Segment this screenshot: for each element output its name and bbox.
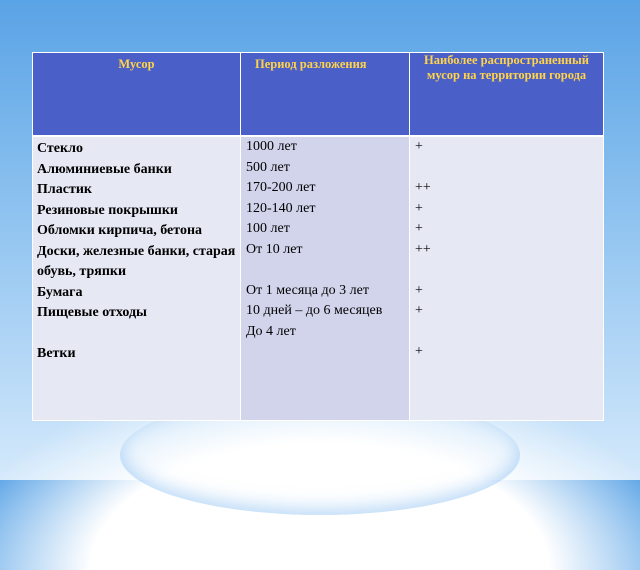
waste-table	[32, 52, 604, 421]
waste-column	[33, 136, 241, 421]
waste-item	[37, 324, 236, 345]
waste-item: Обломки кирпича, бетона	[37, 223, 203, 238]
header-period: Период разложения	[241, 53, 410, 137]
common-mark	[415, 158, 598, 179]
period-value: 10 дней – до 6 месяцев	[246, 303, 383, 318]
common-mark	[415, 260, 598, 281]
period-column	[241, 136, 410, 421]
period-value: До 4 лет	[246, 323, 296, 339]
period-value: От 1 месяца до 3 лет	[246, 282, 369, 298]
common-mark: +	[415, 344, 423, 359]
header-common: Наиболее распространенный мусор на территории города	[410, 53, 604, 137]
waste-item: Алюминиевые банки	[37, 161, 172, 177]
waste-item: Бумага	[37, 284, 83, 300]
waste-item: Пластик	[37, 182, 92, 197]
waste-item: Пищевые отходы	[37, 305, 147, 320]
waste-item: Резиновые покрышки	[37, 202, 178, 218]
period-value	[246, 260, 404, 281]
header-row	[33, 53, 604, 137]
common-mark: +	[415, 303, 423, 318]
common-mark: +	[415, 200, 423, 216]
common-mark: ++	[415, 180, 431, 195]
common-mark	[415, 322, 598, 343]
waste-item: Ветки	[37, 346, 76, 361]
period-value: 170-200 лет	[246, 180, 316, 195]
waste-item: Стекло	[37, 141, 83, 156]
waste-item: Доски, железные банки, старая обувь, тряпки	[37, 243, 236, 279]
common-mark: +	[415, 139, 423, 154]
common-column	[410, 136, 604, 421]
period-value: 1000 лет	[246, 139, 297, 154]
header-waste: Мусор	[33, 53, 241, 137]
body-row	[33, 136, 604, 421]
common-mark: +	[415, 282, 423, 298]
common-mark: +	[415, 221, 423, 236]
period-value: 120-140 лет	[246, 200, 316, 216]
period-value: 100 лет	[246, 221, 290, 236]
period-value: 500 лет	[246, 159, 290, 175]
period-value: От 10 лет	[246, 241, 303, 257]
common-mark: ++	[415, 241, 431, 257]
